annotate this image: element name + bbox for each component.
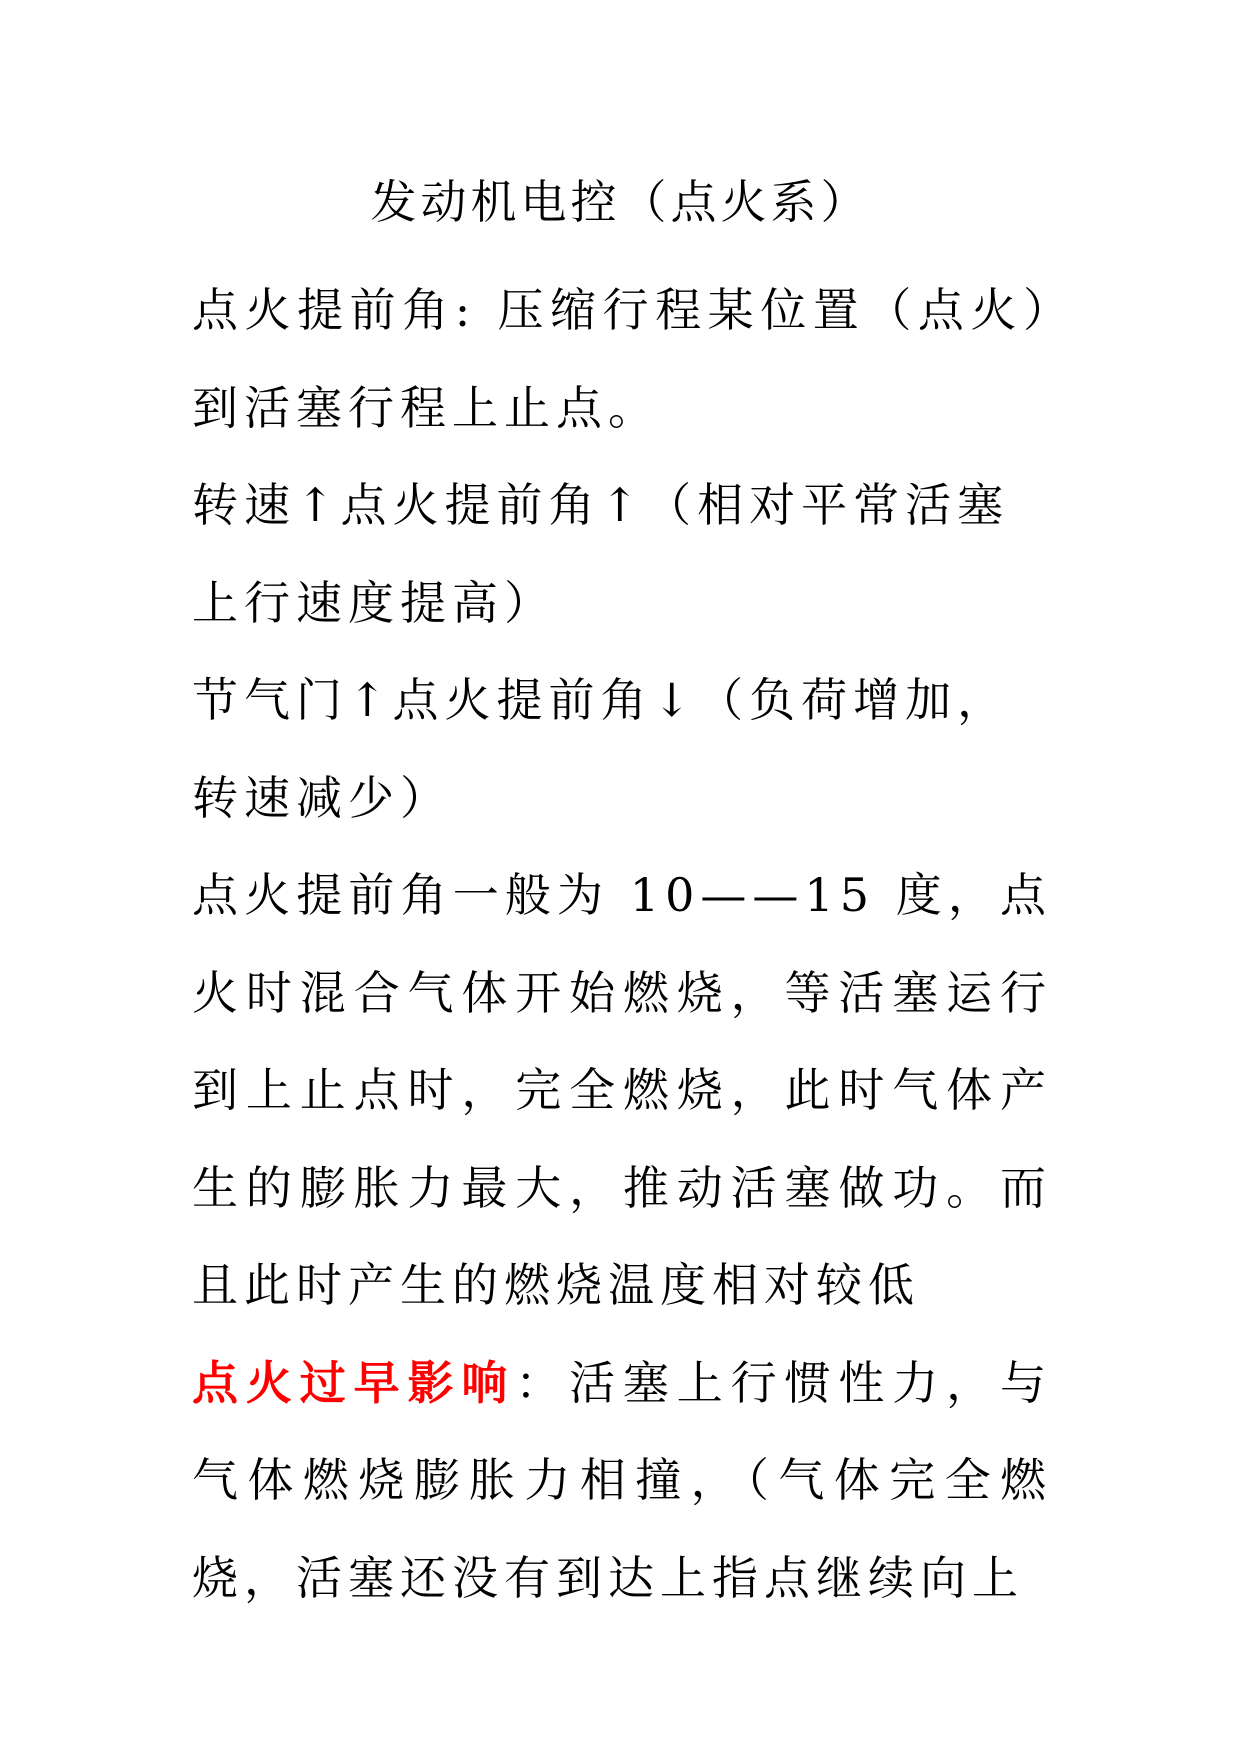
paragraph-ignition-advance-definition: 点火提前角: 压缩行程某位置（点火）到活塞行程上止点。 [192, 283, 1052, 435]
document-body [192, 262, 1052, 1627]
paragraph-typical-angle: 点火提前角一般为 10——15 度，点火时混合气体开始燃烧，等活塞运行到上止点时，完全燃烧，此时气体产生的膨胀力最大，推动活塞做功。而且此时产生的燃烧温度相对较低 [192, 868, 1052, 1312]
paragraph-early-ignition-effect [192, 1335, 1052, 1628]
paragraph-throttle-relation: 节气门↑点火提前角↓（负荷增加，转速减少） [192, 673, 1010, 825]
paragraph-speed-relation: 转速↑点火提前角↑（相对平常活塞上行速度提高） [192, 478, 1010, 630]
early-ignition-heading: 点火过早影响 [192, 1355, 516, 1410]
early-ignition-text: ：活塞上行惯性力，与气体燃烧膨胀力相撞，（气体完全燃烧，活塞还没有到达上指点继续向上 [192, 1355, 1053, 1605]
document-title: 发动机电控（点火系） [370, 175, 871, 229]
